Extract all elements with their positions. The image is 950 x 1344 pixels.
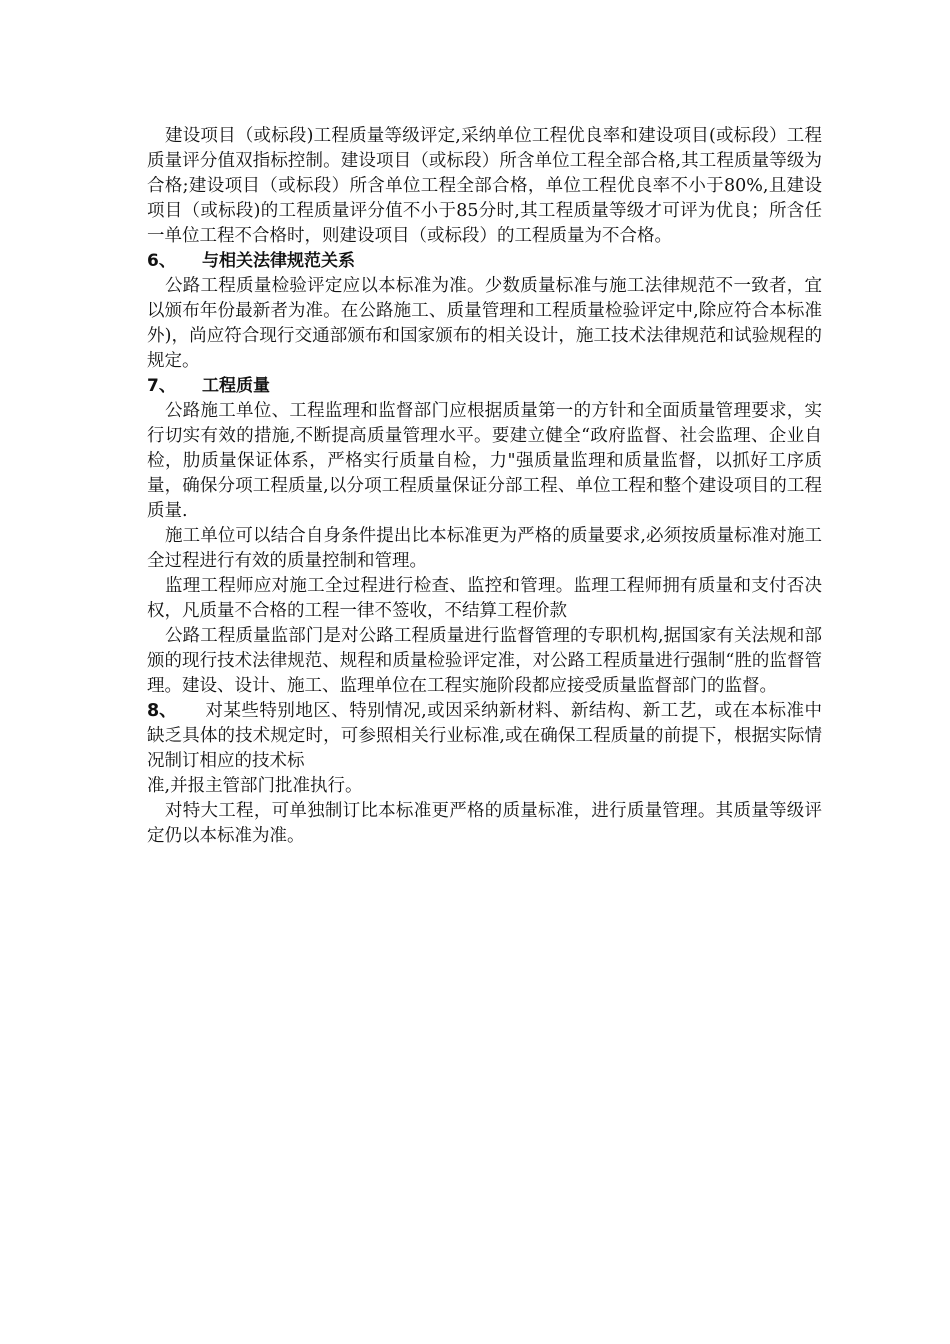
section-7-paragraph: 施工单位可以结合自身条件提出比本标准更为严格的质量要求,必须按质量标准对施工全过程进行有效的质量控制和管理。	[147, 526, 822, 571]
section-7-paragraph: 公路工程质量监部门是对公路工程质量进行监督管理的专职机构,据国家有关法规和部颁的现行技术法律规范、规程和质量检验评定准，对公路工程质量进行强制“胜的监督管理。建设、设计、施工、监理单位在工程实施阶段都应接受质量监督部门的监督。	[147, 626, 822, 696]
intro-paragraph: 建设项目（或标段)工程质量等级评定,采纳单位工程优良率和建设项目(或标段）工程质量评分值双指标控制。建设项目（或标段）所含单位工程全部合格,其工程质量等级为合格;建设项目（或标段）所含单位工程全部合格，单位工程优良率不小于80%,且建设项目（或标段)的工程质量评分值不小于85分时,其工程质量等级才可评为优良；所含任一单位工程不合格时，则建设项目（或标段）的工程质量为不合格。	[147, 126, 822, 246]
section-7-paragraph: 公路施工单位、工程监理和监督部门应根据质量第一的方针和全面质量管理要求，实行切实有效的措施,不断提高质量管理水平。要建立健全“政府监督、社会监理、企业自检，肋质量保证体系，严格实行质量自检，力"强质量监理和质量监督，以抓好工序质量，确保分项工程质量,以分项工程质量保证分部工程、单位工程和整个建设项目的工程质量.	[147, 401, 822, 521]
section-6-heading	[147, 249, 822, 274]
section-7-paragraph: 监理工程师应对施工全过程进行检查、监控和管理。监理工程师拥有质量和支付否决权，凡质量不合格的工程一律不签收，不结算工程价款	[147, 576, 822, 621]
document-body	[147, 124, 822, 849]
section-8-number: 8、	[147, 701, 177, 721]
section-7-title: 工程质量	[202, 376, 270, 396]
section-8-continuation: 准,并报主管部门批准执行。	[147, 776, 363, 796]
section-6-number: 6、	[147, 251, 176, 271]
section-6-paragraph: 公路工程质量检验评定应以本标准为准。少数质量标准与施工法律规范不一致者，宜以颁布年份最新者为准。在公路施工、质量管理和工程质量检验评定中,除应符合本标准外)，尚应符合现行交通部颁布和国家颁布的相关设计，施工技术法律规范和试验规程的规定。	[147, 276, 822, 371]
section-7-heading	[147, 374, 822, 399]
section-8-text: 对某些特别地区、特别情况,或因采纳新材料、新结构、新工艺，或在本标准中缺乏具体的技术规定时，可参照相关行业标准,或在确保工程质量的前提下，根据实际情况制订相应的技术标	[147, 701, 822, 771]
section-7-number: 7、	[147, 376, 176, 396]
section-8-item	[147, 699, 822, 774]
section-8-paragraph: 对特大工程，可单独制订比本标准更严格的质量标准，进行质量管理。其质量等级评定仍以本标准为准。	[147, 801, 822, 846]
section-6-title: 与相关法律规范关系	[202, 251, 355, 271]
